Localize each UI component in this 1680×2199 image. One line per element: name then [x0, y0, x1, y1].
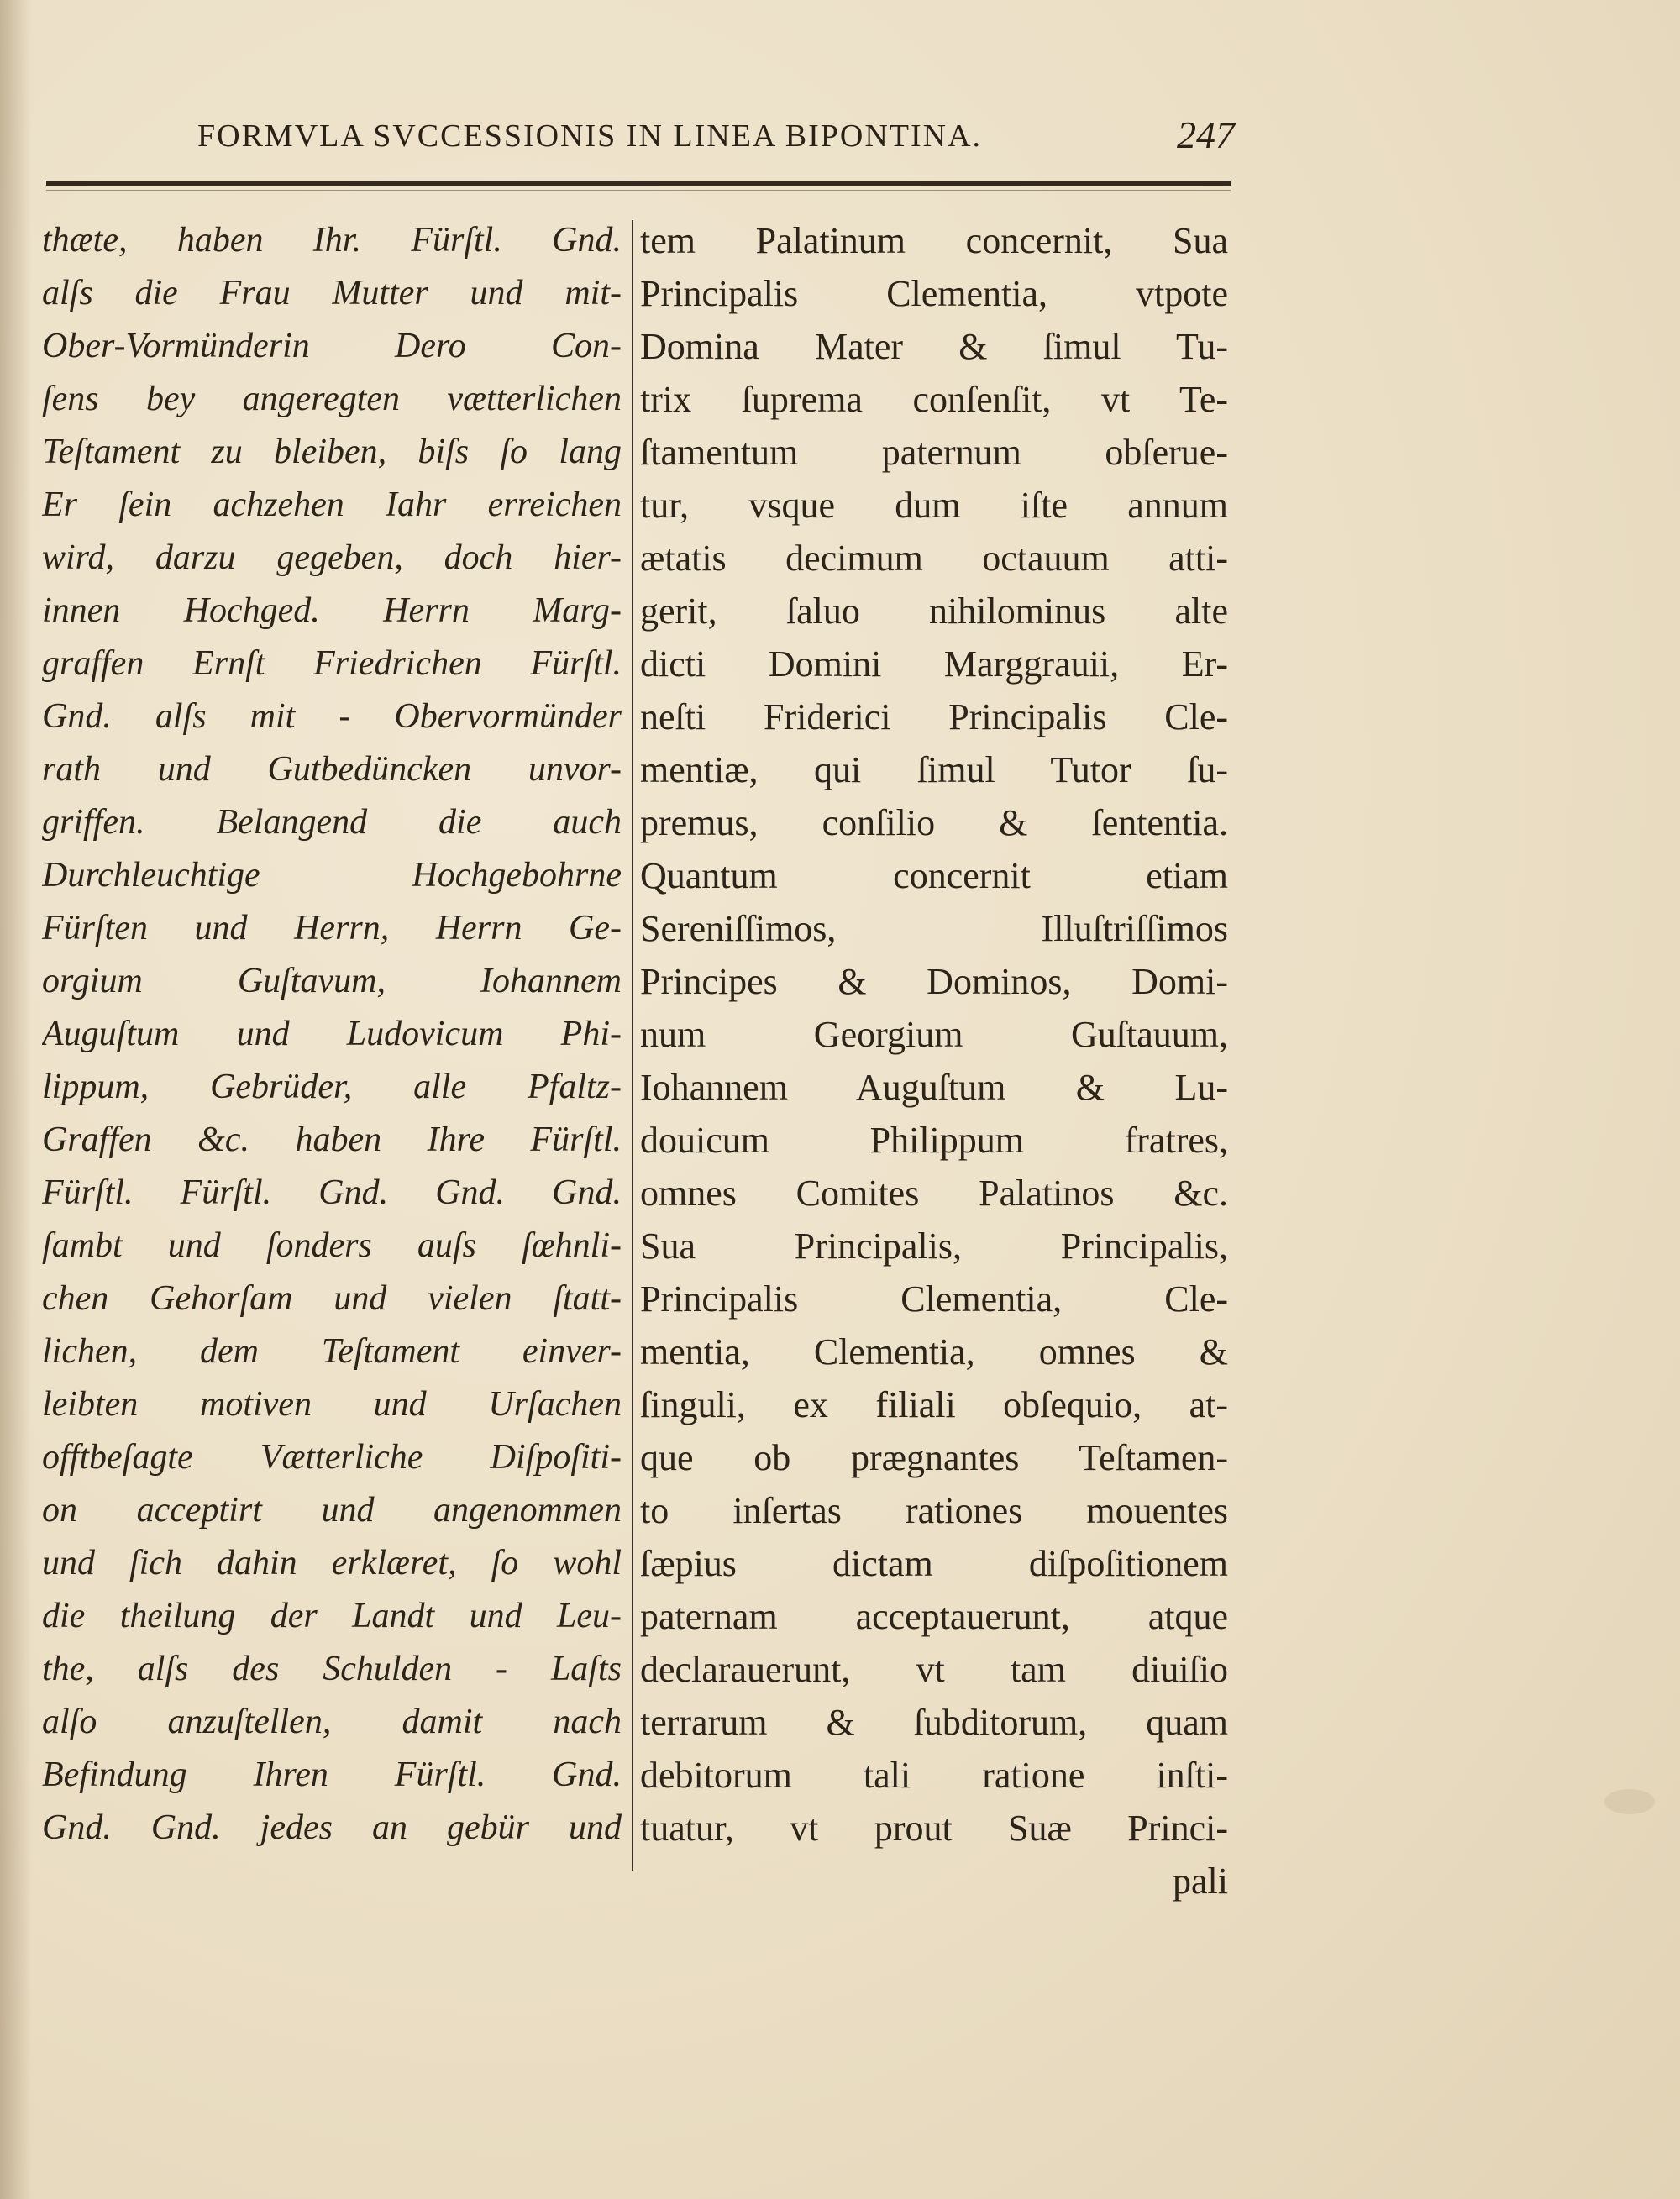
text-line: num Georgium Guſtauum, [640, 1014, 1228, 1055]
text-line: ſens bey angeregten vætterlichen [42, 380, 622, 418]
text-line: Iohannem Auguſtum & Lu- [640, 1067, 1228, 1108]
paper-smudge [1604, 1789, 1655, 1814]
text-line: Gnd. Gnd. jedes an gebür und [42, 1808, 622, 1847]
text-line: alſs die Frau Mutter und mit- [42, 274, 622, 312]
text-line: lippum, Gebrüder, alle Pfaltz- [42, 1068, 622, 1106]
text-line: mentia, Clementia, omnes & [640, 1331, 1228, 1372]
text-line: Auguſtum und Ludovicum Phi- [42, 1015, 622, 1053]
header-rule [46, 181, 1231, 186]
text-line: offtbeſagte Vætterliche Diſpoſiti- [42, 1438, 622, 1477]
text-line: Principalis Clementia, vtpote [640, 273, 1228, 314]
text-line: the, alſs des Schulden - Laſts [42, 1650, 622, 1688]
text-line: ſtamentum paternum obſerue- [640, 432, 1228, 473]
text-line: tur, vsque dum iſte annum [640, 485, 1228, 526]
text-line: ſambt und ſonders auſs ſœhnli- [42, 1226, 622, 1265]
text-line: Er ſein achzehen Iahr erreichen [42, 485, 622, 524]
text-line: Quantum concernit etiam [640, 855, 1228, 896]
text-line: neſti Friderici Principalis Cle- [640, 696, 1228, 737]
text-line: Graffen &c. haben Ihre Fürſtl. [42, 1120, 622, 1159]
text-line: que ob prægnantes Teſtamen- [640, 1437, 1228, 1478]
text-line: declarauerunt, vt tam diuiſio [640, 1649, 1228, 1690]
text-line: Domina Mater & ſimul Tu- [640, 326, 1228, 367]
text-line: Befindung Ihren Fürſtl. Gnd. [42, 1756, 622, 1794]
text-line: lichen, dem Teſtament einver- [42, 1332, 622, 1371]
text-line: trix ſuprema conſenſit, vt Te- [640, 379, 1228, 420]
running-title: FORMVLA SVCCESSIONIS IN LINEA BIPONTINA. [197, 118, 983, 154]
text-line: thæte, haben Ihr. Fürſtl. Gnd. [42, 221, 622, 260]
text-line: tem Palatinum concernit, Sua [640, 220, 1228, 261]
text-line: mentiæ, qui ſimul Tutor ſu- [640, 749, 1228, 790]
text-line: dicti Domini Marggrauii, Er- [640, 643, 1228, 685]
page-number: 247 [1177, 113, 1235, 156]
text-line: Fürſtl. Fürſtl. Gnd. Gnd. Gnd. [42, 1173, 622, 1212]
text-line: debitorum tali ratione inſti- [640, 1755, 1228, 1796]
text-line: tuatur, vt prout Suæ Princi- [640, 1808, 1228, 1849]
text-line: Ober-Vormünderin Dero Con- [42, 327, 622, 365]
column-divider [632, 220, 633, 1871]
text-line: Sua Principalis, Principalis, [640, 1225, 1228, 1267]
text-line: graffen Ernſt Friedrichen Fürſtl. [42, 644, 622, 683]
text-line: leibten motiven und Urſachen [42, 1385, 622, 1424]
text-line: paternam acceptauerunt, atque [640, 1596, 1228, 1637]
text-line: orgium Guſtavum, Iohannem [42, 962, 622, 1000]
text-line: rath und Gutbedüncken unvor- [42, 750, 622, 789]
text-line: Durchleuchtige Hochgebohrne [42, 856, 622, 895]
text-line: douicum Philippum fratres, [640, 1120, 1228, 1161]
text-line: premus, conſilio & ſententia. [640, 802, 1228, 843]
text-line: omnes Comites Palatinos &c. [640, 1173, 1228, 1214]
text-line: Principes & Dominos, Domi- [640, 961, 1228, 1002]
text-line: griffen. Belangend die auch [42, 803, 622, 842]
text-line: chen Gehorſam und vielen ſtatt- [42, 1279, 622, 1318]
header-rule-thin [46, 190, 1231, 191]
text-line: Fürſten und Herrn, Herrn Ge- [42, 909, 622, 947]
text-line: Sereniſſimos, Illuſtriſſimos [640, 908, 1228, 949]
text-line: die theilung der Landt und Leu- [42, 1597, 622, 1635]
text-line: und ſich dahin erklæret, ſo wohl [42, 1544, 622, 1582]
text-line: innen Hochged. Herrn Marg- [42, 591, 622, 630]
latin-column [640, 214, 1228, 1908]
text-line: Gnd. alſs mit - Obervormünder [42, 697, 622, 736]
text-line: to inſertas rationes mouentes [640, 1490, 1228, 1531]
page-gutter-shadow [0, 0, 32, 2199]
german-column [42, 214, 622, 1855]
text-line: ſinguli, ex filiali obſequio, at- [640, 1384, 1228, 1425]
text-line: on acceptirt und angenommen [42, 1491, 622, 1530]
page-header [197, 113, 1235, 168]
text-line: alſo anzuſtellen, damit nach [42, 1703, 622, 1741]
text-line: wird, darzu gegeben, doch hier- [42, 538, 622, 577]
text-line: gerit, ſaluo nihilominus alte [640, 590, 1228, 632]
catchword: pali [1173, 1860, 1228, 1902]
text-line: terrarum & ſubditorum, quam [640, 1702, 1228, 1743]
text-line: Principalis Clementia, Cle- [640, 1278, 1228, 1320]
text-line: ſæpius dictam diſpoſitionem [640, 1543, 1228, 1584]
text-line: Teſtament zu bleiben, biſs ſo lang [42, 433, 622, 471]
text-line: ætatis decimum octauum atti- [640, 538, 1228, 579]
